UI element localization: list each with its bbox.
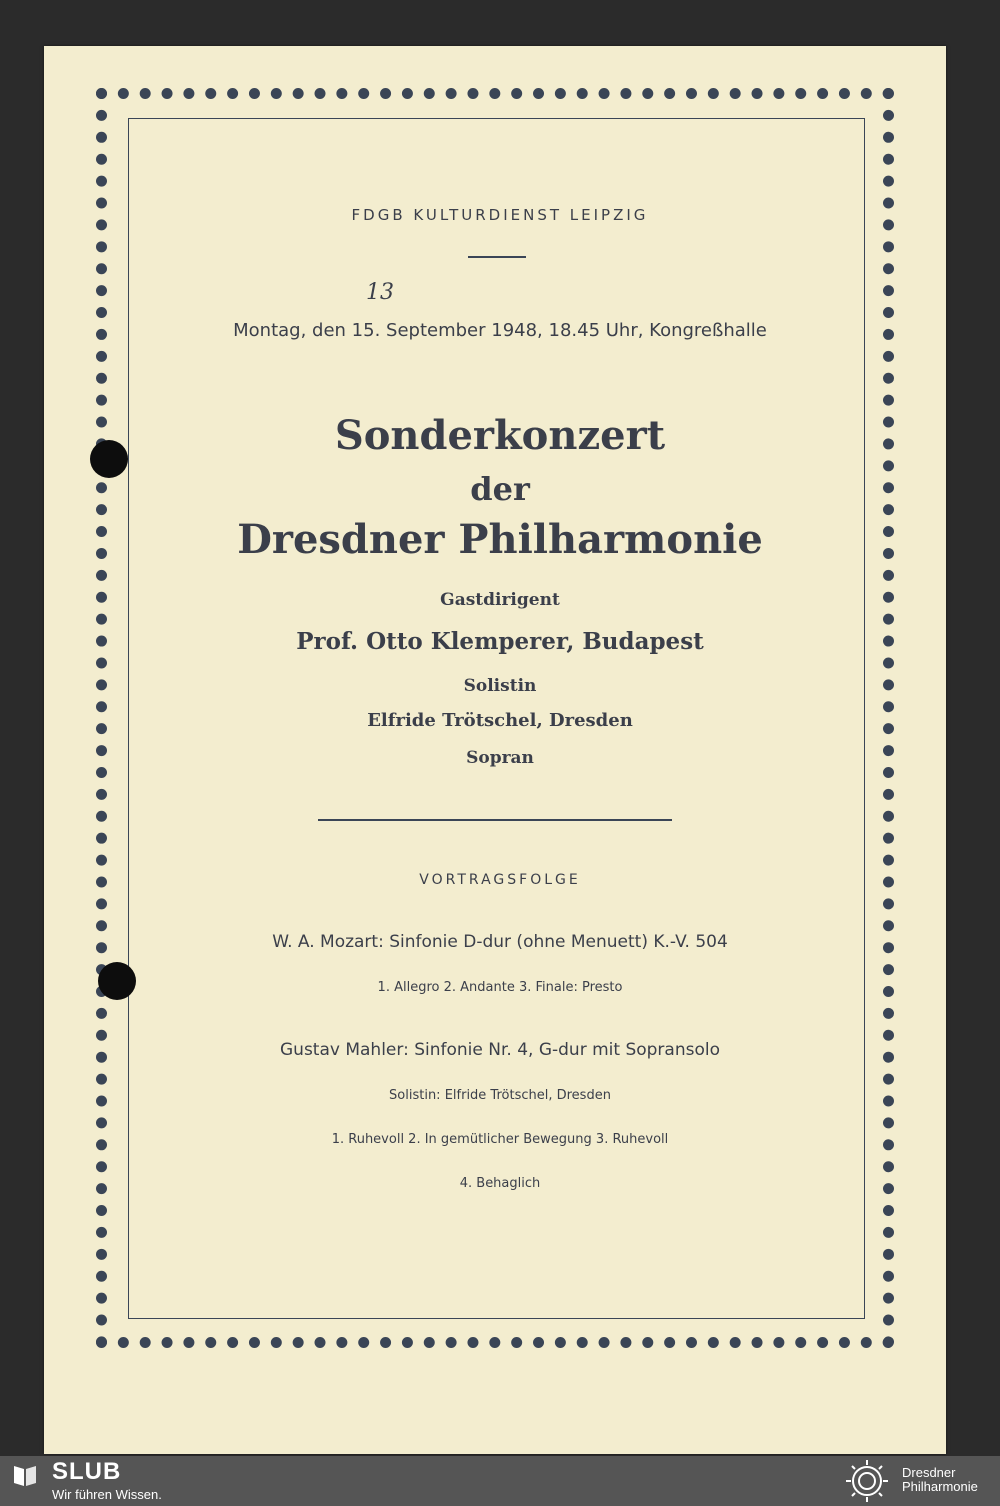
organizer: FDGB KULTURDIENST LEIPZIG — [351, 206, 649, 224]
philharmonie-logo-icon — [842, 1458, 892, 1504]
slub-tagline: Wir führen Wissen. — [52, 1487, 162, 1502]
conductor-name: Prof. Otto Klemperer, Budapest — [296, 628, 704, 655]
slub-logo-text: SLUB — [52, 1458, 122, 1485]
title-line-1: Sonderkonzert — [334, 412, 666, 459]
partner-line-1: Dresdner — [902, 1465, 956, 1480]
slub-book-icon — [12, 1462, 38, 1488]
soloist-label: Solistin — [463, 676, 537, 696]
long-divider — [318, 819, 672, 821]
short-divider — [468, 256, 526, 258]
partner-name — [902, 1466, 978, 1494]
footer-bar — [0, 1456, 1000, 1506]
soloist-name: Elfride Trötschel, Dresden — [367, 710, 633, 731]
program-heading: VORTRAGSFOLGE — [419, 872, 581, 888]
date-line: Montag, den 15. September 1948, 18.45 Uhr, Kongreßhalle — [233, 320, 767, 341]
soloist-voice: Sopran — [466, 748, 534, 768]
work-2-movements: 1. Ruhevoll 2. In gemütlicher Bewegung 3. Ruhevoll — [331, 1132, 669, 1147]
work-2-title: Gustav Mahler: Sinfonie Nr. 4, G-dur mit Sopransolo — [280, 1040, 720, 1060]
conductor-label: Gastdirigent — [440, 590, 560, 610]
title-line-3: Dresdner Philharmonie — [237, 516, 763, 563]
work-2-movements-continued: 4. Behaglich — [459, 1176, 541, 1191]
partner-line-2: Philharmonie — [902, 1479, 978, 1494]
title-line-2: der — [470, 470, 530, 508]
work-1-title: W. A. Mozart: Sinfonie D-dur (ohne Menuett) K.-V. 504 — [272, 932, 728, 952]
work-2-soloist: Solistin: Elfride Trötschel, Dresden — [389, 1088, 611, 1103]
work-1-movements: 1. Allegro 2. Andante 3. Finale: Presto — [377, 980, 623, 995]
handwritten-note: 13 — [366, 280, 394, 305]
